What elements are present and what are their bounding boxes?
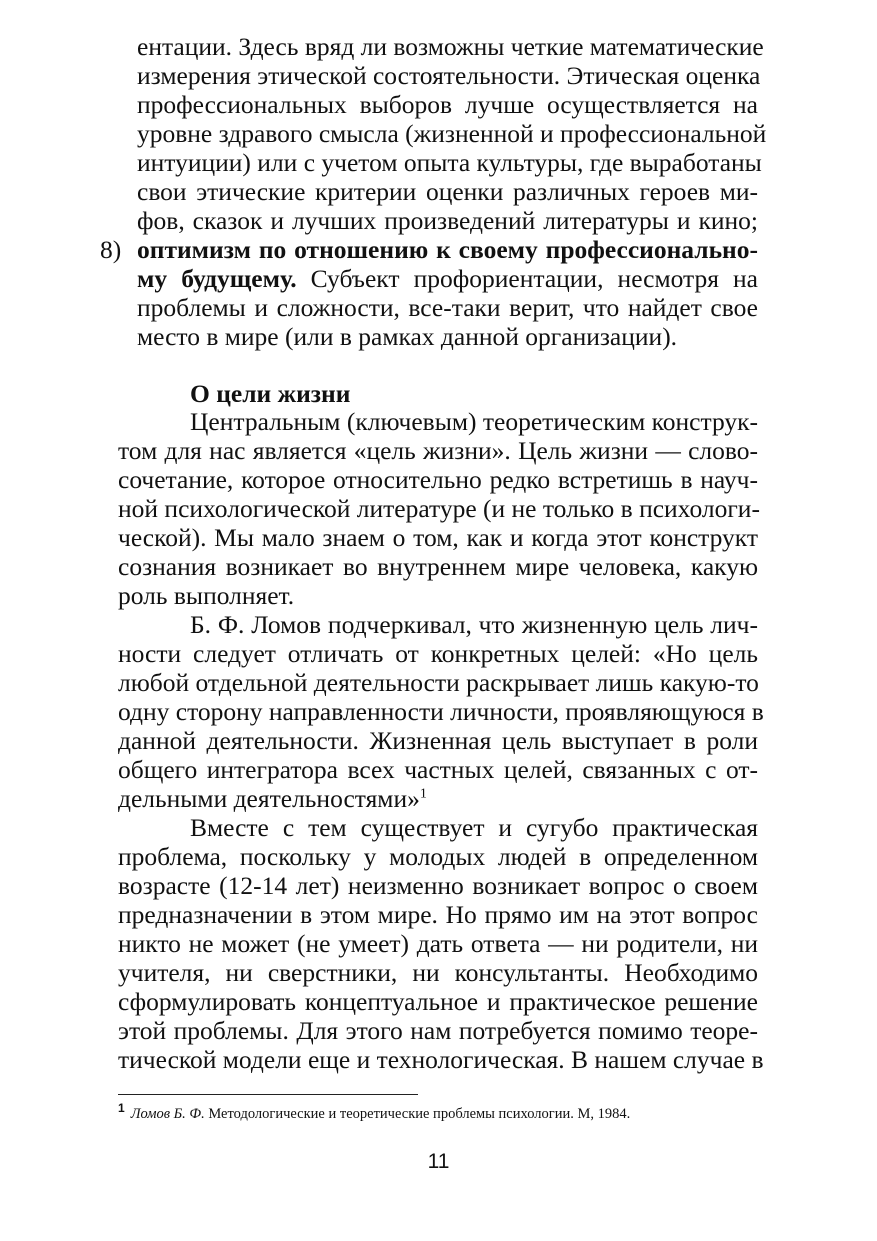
item7-line-4: уровне здравого смысла (жизненной и профессиональной	[137, 119, 767, 148]
para1-line-2: том для нас является «цель жизни». Цель жизни — слово-	[118, 436, 758, 465]
para3-line-7: сформулировать концептуальное и практическое решение	[118, 987, 758, 1016]
para2-line-4: одну сторону направленности личности, проявляющуюся в	[118, 697, 764, 726]
para1-line-5: ческой). Мы мало знаем о том, как и когда этот конструкт	[118, 523, 758, 552]
para3-line-9: тической модели еще и технологическая. В нашем случае в	[118, 1045, 764, 1074]
footnote-author: Ломов Б. Ф.	[130, 1106, 205, 1122]
footnote	[118, 1101, 631, 1124]
para2-line-6: общего интегратора всех частных целей, связанных с от-	[118, 755, 758, 784]
item8-line-3: проблемы и сложности, все-таки верит, что найдет свое	[137, 293, 758, 322]
item8-line-1: оптимизм по отношению к своему профессионально-	[137, 235, 758, 264]
para2-line-2: ности следует отличать от конкретных целей: «Но цель	[118, 639, 758, 668]
para2-line-1: Б. Ф. Ломов подчеркивал, что жизненную цель лич-	[190, 610, 758, 639]
item8-line-4: место в мире (или в рамках данной организации).	[137, 322, 678, 351]
list-item-number: 8)	[100, 235, 122, 264]
para3-line-3: возрасте (12-14 лет) неизменно возникает вопрос о своем	[118, 871, 758, 900]
item7-line-5: интуиции) или с учетом опыта культуры, где выработаны	[137, 148, 762, 177]
para3-line-5: никто не может (не умеет) дать ответа — ни родители, ни	[118, 929, 758, 958]
item7-line-3: профессиональных выборов лучше осуществляется на	[137, 90, 758, 119]
para1-line-7: роль выполняет.	[118, 581, 295, 610]
footnote-text: Методологические и теоретические проблемы психологии. М, 1984.	[204, 1106, 631, 1122]
para1-line-1: Центральным (ключевым) теоретическим конструк-	[190, 407, 758, 436]
para3-line-6: учителя, ни сверстники, ни консультанты. Необходимо	[118, 958, 758, 987]
item7-line-6: свои этические критерии оценки различных героев ми-	[137, 177, 758, 206]
para2-line-7	[118, 784, 758, 813]
para3-line-8: этой проблемы. Для этого нам потребуется помимо теоре-	[118, 1016, 758, 1045]
item8-bold-term: му будущему.	[137, 264, 297, 293]
para2-line-3: любой отдельной деятельности раскрывает лишь какую-то	[118, 668, 759, 697]
footnote-reference: 1	[419, 786, 427, 802]
para2-line-7-text: дельными деятельностями»	[118, 784, 420, 813]
item8-line-2-rest: Субъект профориентации, несмотря на	[296, 264, 759, 293]
para3-line-4: предназначении в этом мире. Но прямо им на этот вопрос	[118, 900, 758, 929]
item7-line-1: ентации. Здесь вряд ли возможны четкие математические	[137, 32, 764, 61]
para1-line-3: сочетание, которое относительно редко встретишь в науч-	[118, 465, 758, 494]
para1-line-6: сознания возникает во внутреннем мире человека, какую	[118, 552, 758, 581]
para3-line-2: проблема, поскольку у молодых людей в определенном	[118, 842, 758, 871]
footnote-mark: 1	[118, 1101, 125, 1116]
para2-line-5: данной деятельности. Жизненная цель выступает в роли	[118, 726, 758, 755]
item7-line-7: фов, сказок и лучших произведений литературы и кино;	[137, 206, 758, 235]
para1-line-4: ной психологической литературе (и не только в психологи-	[118, 494, 760, 523]
footnote-separator	[118, 1094, 418, 1095]
para3-line-1: Вместе с тем существует и сугубо практическая	[190, 813, 758, 842]
item8-line-2	[137, 264, 758, 293]
page-number: 11	[427, 1150, 450, 1173]
section-heading: О цели жизни	[190, 379, 351, 408]
item7-line-2: измерения этической состоятельности. Этическая оценка	[137, 61, 761, 90]
